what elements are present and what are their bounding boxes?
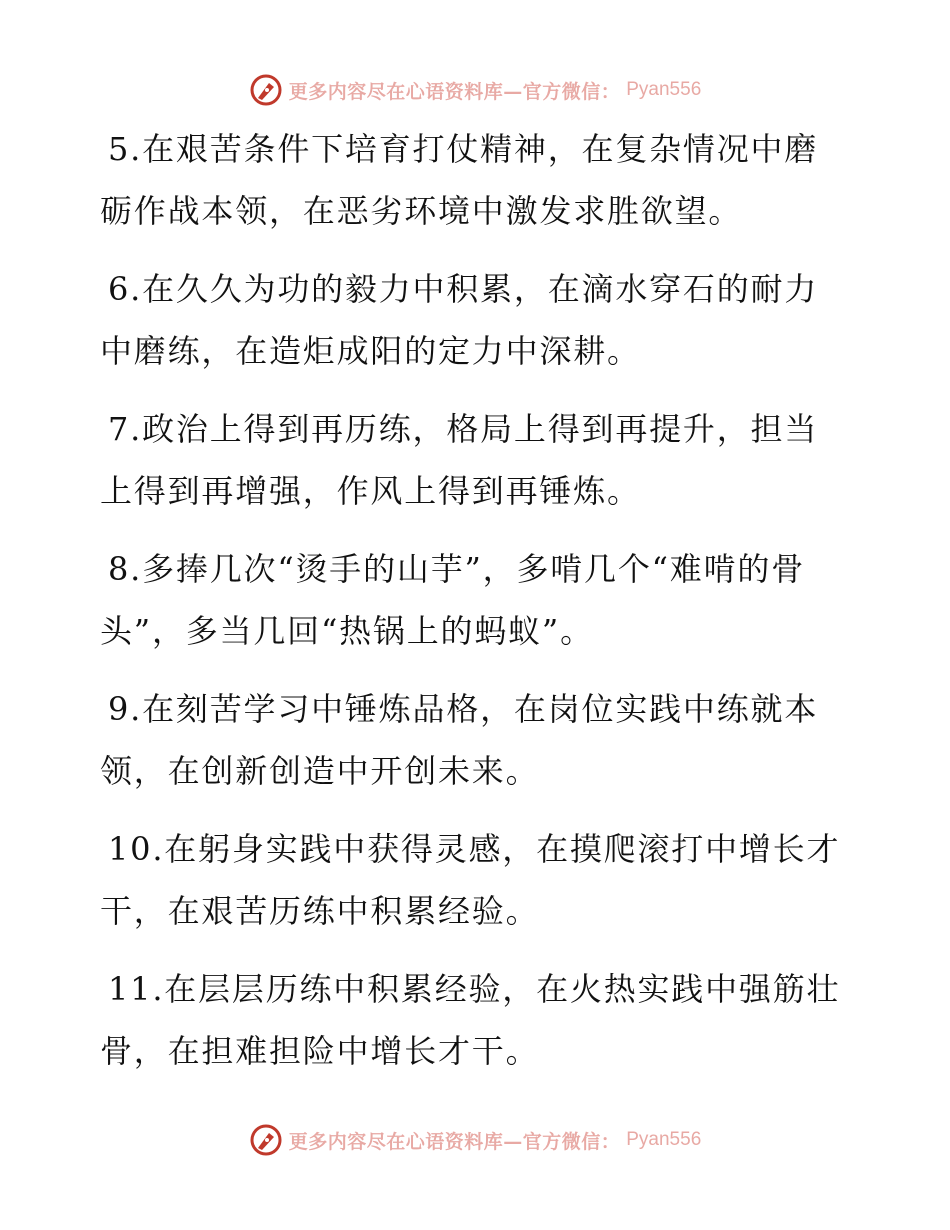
list-item: 5.在艰苦条件下培育打仗精神，在复杂情况中磨砺作战本领，在恶劣环境中激发求胜欲望。 bbox=[100, 130, 819, 230]
watermark-text: 更多内容尽在心语资料库—官方微信： bbox=[288, 80, 621, 103]
pen-nib-logo-icon bbox=[249, 73, 283, 107]
footer-watermark bbox=[0, 1120, 950, 1160]
watermark-wechat-id: Pyan556 bbox=[626, 1129, 702, 1150]
list-item: 6.在久久为功的毅力中积累，在滴水穿石的耐力中磨练，在造炬成阳的定力中深耕。 bbox=[100, 270, 819, 370]
header-watermark bbox=[0, 70, 950, 110]
list-item: 8.多捧几次“烫手的山芋”，多啃几个“难啃的骨头”，多当几回“热锅上的蚂蚁”。 bbox=[100, 550, 806, 650]
watermark-wechat-id: Pyan556 bbox=[626, 79, 702, 100]
list-item: 9.在刻苦学习中锤炼品格，在岗位实践中练就本领，在创新创造中开创未来。 bbox=[100, 690, 819, 790]
watermark-text: 更多内容尽在心语资料库—官方微信： bbox=[288, 1130, 621, 1153]
list-item: 7.政治上得到再历练，格局上得到再提升，担当上得到再增强，作风上得到再锤炼。 bbox=[100, 410, 819, 510]
list-item: 10.在躬身实践中获得灵感，在摸爬滚打中增长才干，在艰苦历练中积累经验。 bbox=[100, 830, 841, 930]
list-item: 11.在层层历练中积累经验，在火热实践中强筋壮骨，在担难担险中增长才干。 bbox=[100, 970, 841, 1070]
pen-nib-logo-icon bbox=[249, 1123, 283, 1157]
document-body bbox=[100, 118, 845, 1098]
